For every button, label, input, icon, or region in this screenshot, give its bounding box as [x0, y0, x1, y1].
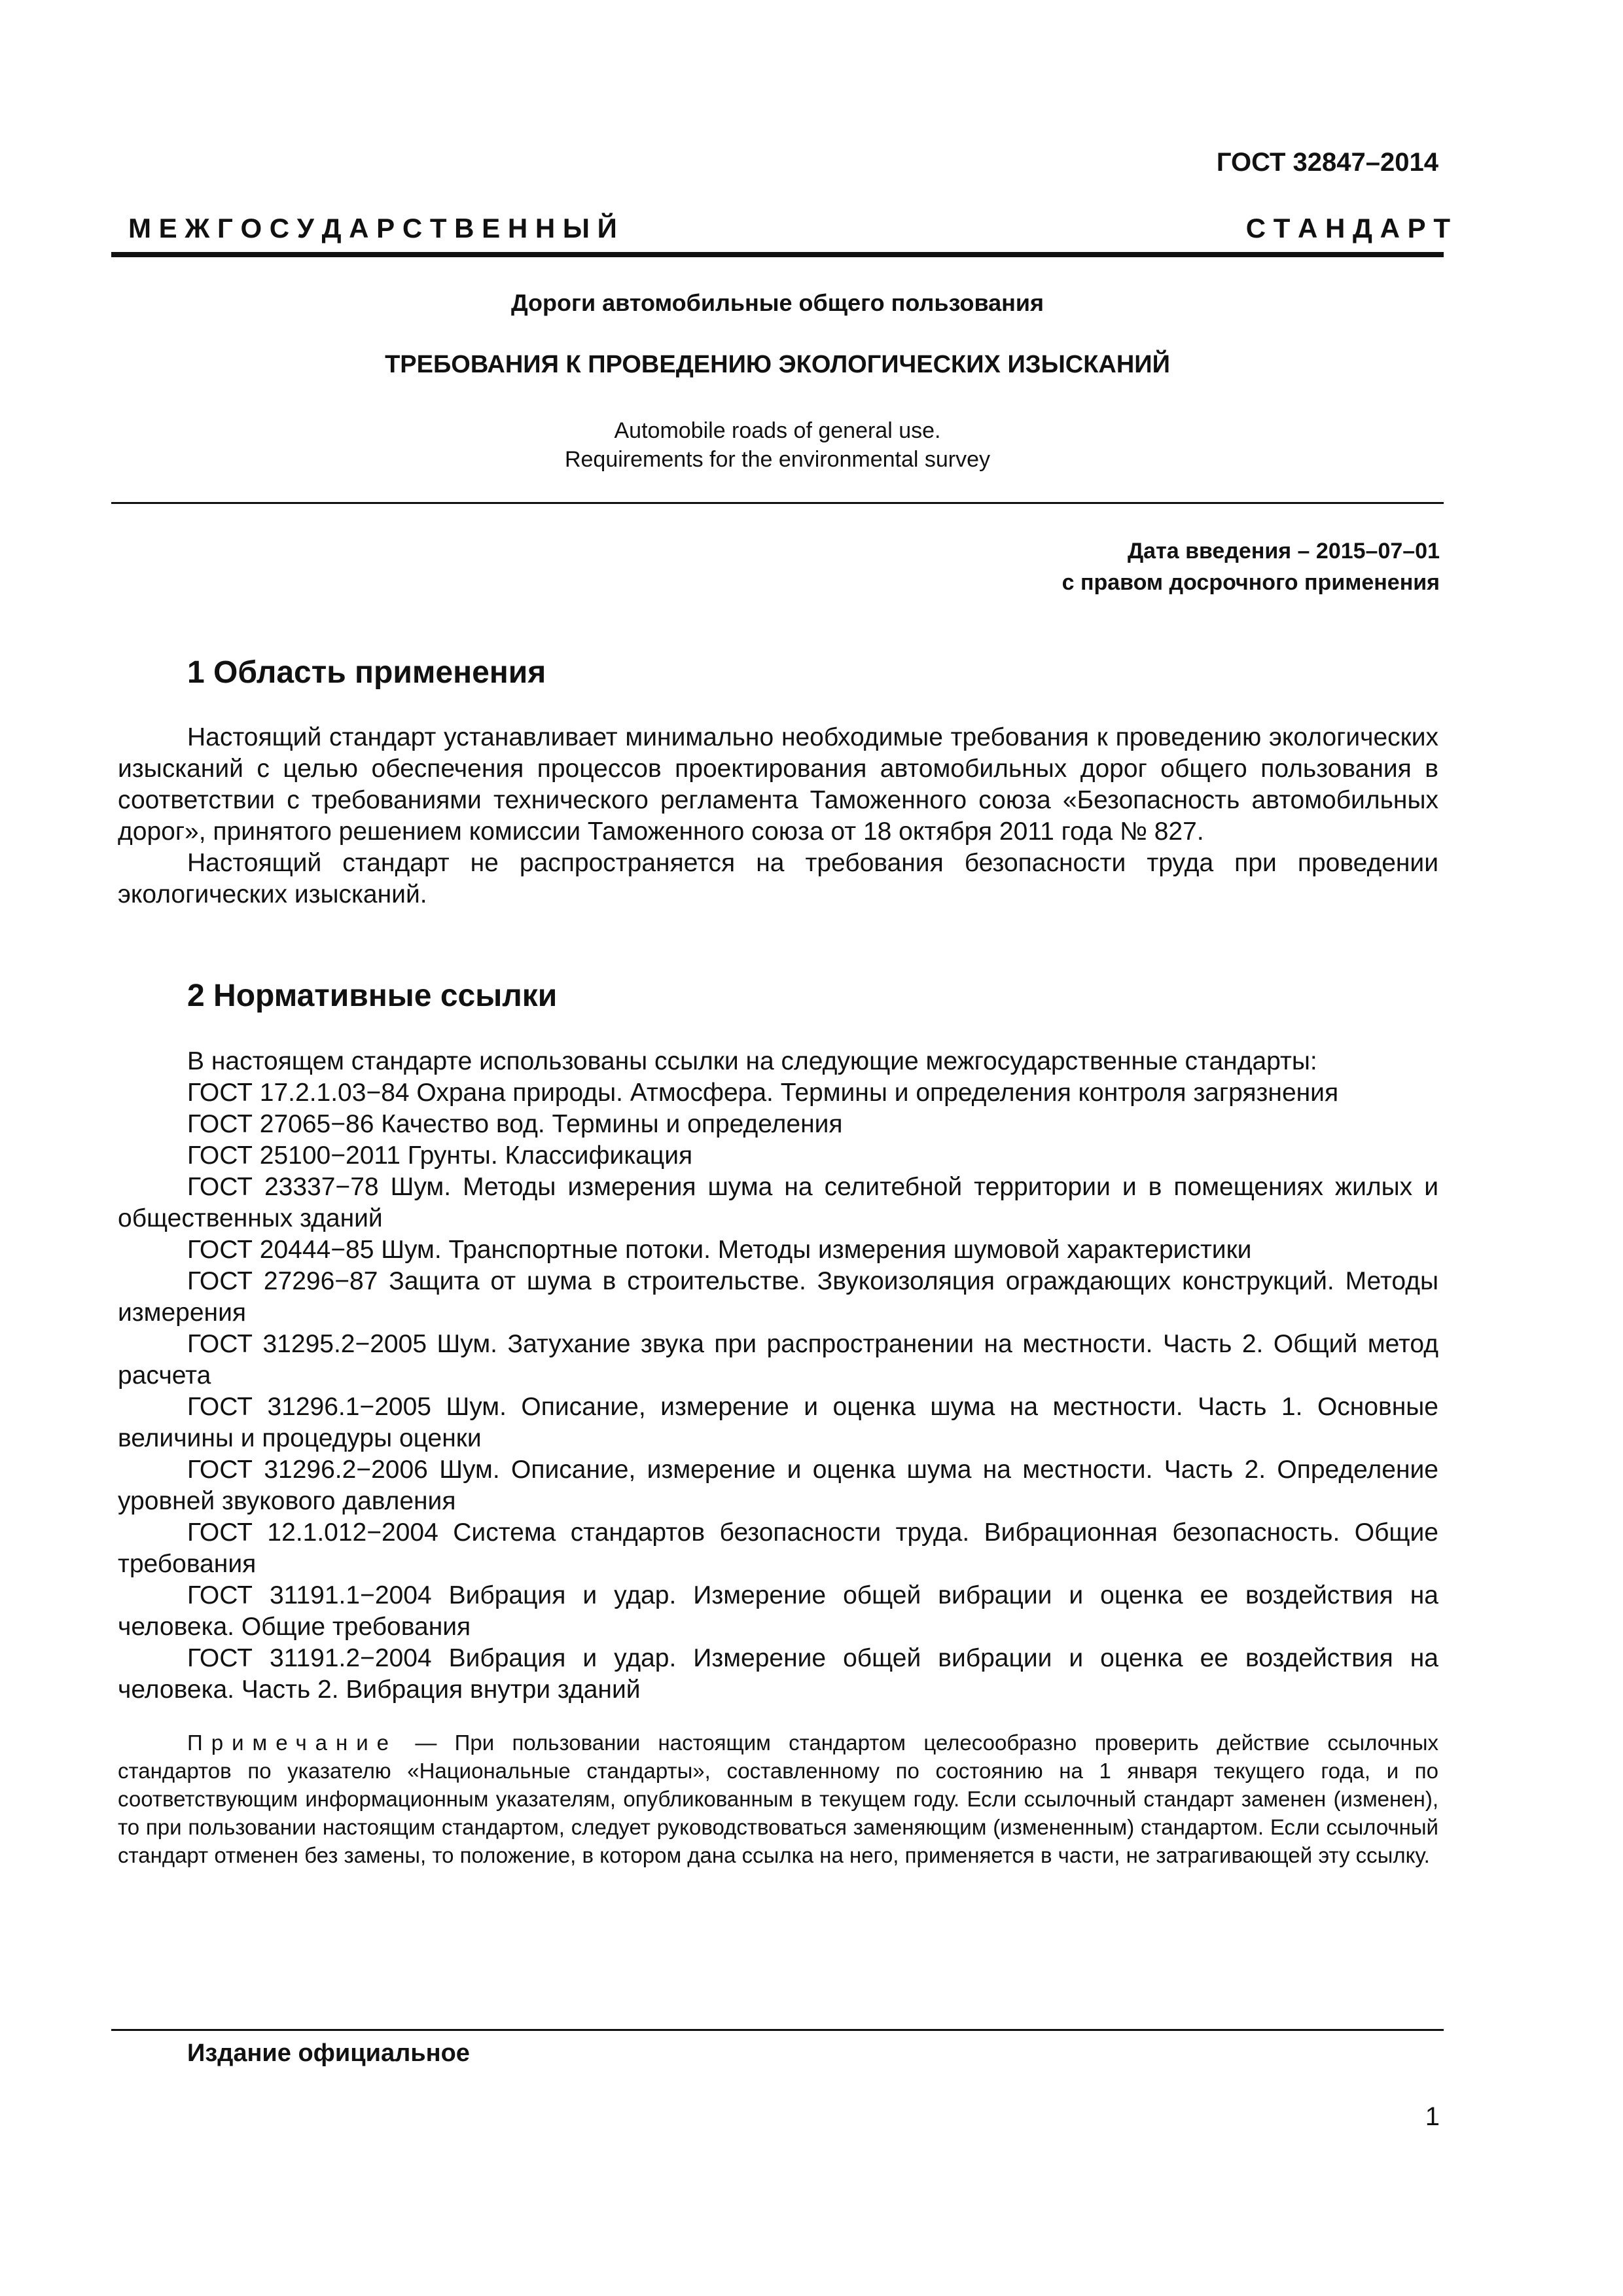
- title-rule: [111, 502, 1444, 504]
- english-title: [111, 416, 1444, 474]
- reference-item: ГОСТ 31191.1−2004 Вибрация и удар. Измерение общей вибрации и оценка ее воздействия на человека. Общие требования: [118, 1581, 1438, 1641]
- reference-item: ГОСТ 27296−87 Защита от шума в строительстве. Звукоизоляция ограждающих конструкций. Методы измерения: [118, 1267, 1438, 1327]
- reference-item: ГОСТ 25100−2011 Грунты. Классификация: [187, 1141, 693, 1170]
- document-number: ГОСТ 32847–2014: [1216, 148, 1438, 177]
- english-title-line1: Automobile roads of general use.: [614, 418, 941, 443]
- section-1-heading: 1 Область применения: [187, 655, 546, 690]
- reference-item: ГОСТ 20444−85 Шум. Транспортные потоки. Методы измерения шумовой характеристики: [187, 1236, 1252, 1264]
- section-2-heading: 2 Нормативные ссылки: [187, 978, 558, 1013]
- reference-item: ГОСТ 31191.2−2004 Вибрация и удар. Измерение общей вибрации и оценка ее воздействия на человека. Часть 2. Вибрация внутри зданий: [118, 1644, 1438, 1704]
- reference-item: ГОСТ 23337−78 Шум. Методы измерения шума на селитебной территории и в помещениях жилых и общественных зданий: [118, 1173, 1438, 1232]
- note-label: Примечание: [187, 1731, 398, 1755]
- banner-word-interstate: М Е Ж Г О С У Д А Р С Т В Е Н Н Ы Й: [128, 213, 617, 243]
- introduction-date: Дата введения – 2015–07–01: [1127, 539, 1440, 564]
- reference-item: ГОСТ 31296.2−2006 Шум. Описание, измерение и оценка шума на местности. Часть 2. Определение уровней звукового давления: [118, 1456, 1438, 1515]
- introduction-date-block: [1062, 535, 1440, 598]
- section-2-text: [118, 1046, 1438, 1706]
- banner-word-standard: С Т А Н Д А Р Т: [1245, 213, 1450, 243]
- section-1-paragraph: Настоящий стандарт не распространяется на требования безопасности труда при проведении экологических изысканий.: [118, 849, 1438, 908]
- document-title: ТРЕБОВАНИЯ К ПРОВЕДЕНИЮ ЭКОЛОГИЧЕСКИХ ИЗЫСКАНИЙ: [385, 351, 1170, 378]
- reference-item: ГОСТ 31296.1−2005 Шум. Описание, измерение и оценка шума на местности. Часть 1. Основные величины и процедуры оценки: [118, 1393, 1438, 1452]
- english-title-line2: Requirements for the environmental survey: [564, 447, 991, 472]
- section-2-intro: В настоящем стандарте использованы ссылки на следующие межгосударственные стандарты:: [187, 1047, 1317, 1075]
- banner-rule: [111, 252, 1444, 257]
- footer-rule: [111, 2029, 1444, 2031]
- official-edition-label: Издание официальное: [187, 2039, 470, 2067]
- document-subtitle: Дороги автомобильные общего пользования: [510, 289, 1044, 316]
- reference-item: ГОСТ 27065−86 Качество вод. Термины и определения: [187, 1110, 843, 1138]
- section-1-text: [118, 722, 1438, 910]
- reference-item: ГОСТ 31295.2−2005 Шум. Затухание звука при распространении на местности. Часть 2. Общий метод расчета: [118, 1330, 1438, 1390]
- page-number: 1: [1425, 2102, 1440, 2131]
- reference-item: ГОСТ 17.2.1.03−84 Охрана природы. Атмосфера. Термины и определения контроля загрязнения: [187, 1079, 1339, 1107]
- early-application-note: с правом досрочного применения: [1061, 570, 1440, 595]
- section-1-paragraph: Настоящий стандарт устанавливает минимально необходимые требования к проведению экологических изысканий с целью обеспечения процессов проектирования автомобильных дорог общего пользования в соответствии с требованиями технического регламента Таможенного союза «Безопасность автомобильных дорог», принятого решением комиссии Таможенного союза от 18 октября 2011 года № 827.: [118, 723, 1438, 846]
- note-text: — При пользовании настоящим стандартом целесообразно проверить действие ссылочных стандартов по указателю «Национальные стандарты», составленному по состоянию на 1 января текущего года, и по соответствующим информационным указателям, опубликованным в текущем году. Если ссылочный стандарт заменен (изменен), то при пользовании настоящим стандартом, следует руководствоваться заменяющим (измененным) стандартом. Если ссылочный стандарт отменен без замены, то положение, в котором дана ссылка на него, применяется в части, не затрагивающей эту ссылку.: [118, 1731, 1438, 1867]
- standard-banner: [128, 213, 1450, 244]
- reference-item: ГОСТ 12.1.012−2004 Система стандартов безопасности труда. Вибрационная безопасность. Общие требования: [118, 1518, 1438, 1578]
- note-block: [118, 1729, 1438, 1869]
